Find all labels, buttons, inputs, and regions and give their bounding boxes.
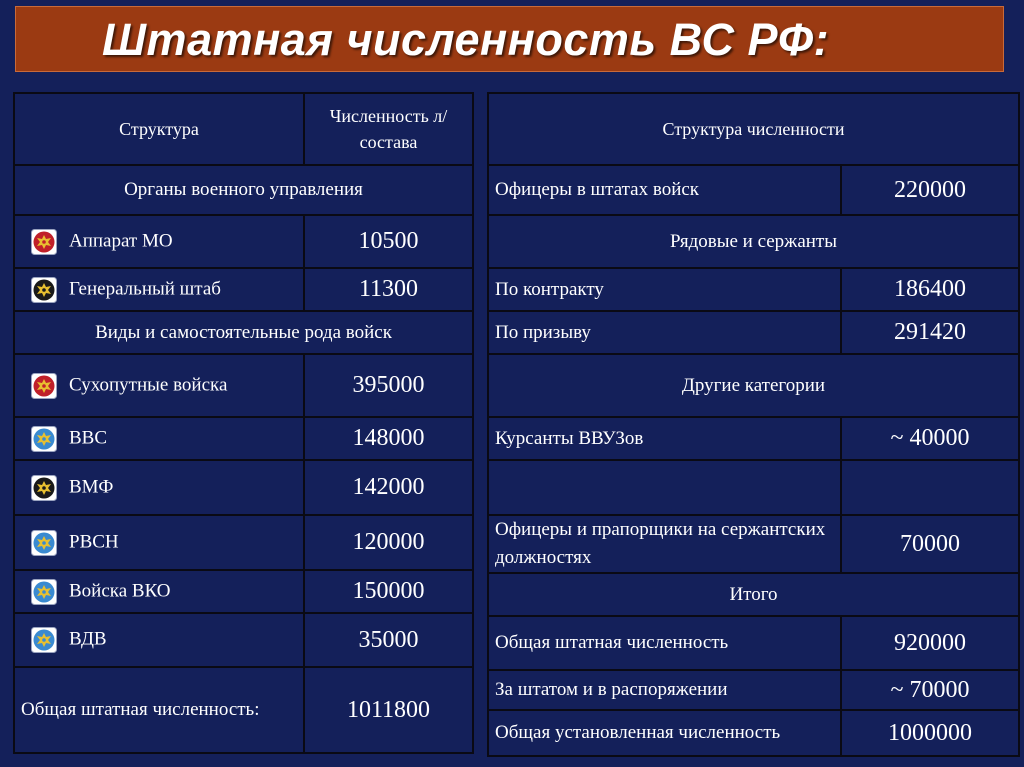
section-label: Рядовые и сержанты xyxy=(488,215,1019,268)
table-row xyxy=(488,670,1019,710)
section-label: Органы военного управления xyxy=(14,165,473,215)
row-value xyxy=(841,460,1019,515)
row-value: 920000 xyxy=(841,616,1019,670)
row-value: 142000 xyxy=(304,460,473,515)
table-row xyxy=(488,616,1019,670)
row-label: Войска ВКО xyxy=(69,579,171,601)
row-label: Общая штатная численность xyxy=(488,616,841,670)
row-label: ВМФ xyxy=(69,475,114,497)
row-value: 395000 xyxy=(304,354,473,417)
row-label: Офицеры и прапорщики на сержантских должностях xyxy=(488,515,841,573)
row-label: Аппарат МО xyxy=(69,229,173,251)
row-value: 291420 xyxy=(841,311,1019,354)
header-count: Численность л/состава xyxy=(304,93,473,165)
row-label: ВВС xyxy=(69,426,108,448)
row-value: 35000 xyxy=(304,613,473,667)
header-structure: Структура xyxy=(14,93,304,165)
table-header-row xyxy=(488,93,1019,165)
table-header-row xyxy=(14,93,473,165)
total-label: Общая штатная численность: xyxy=(14,667,304,753)
row-value: 120000 xyxy=(304,515,473,570)
table-row xyxy=(14,417,473,460)
section-row xyxy=(488,215,1019,268)
emblem-black-icon xyxy=(31,277,57,303)
row-label: Генеральный штаб xyxy=(69,277,221,299)
section-row xyxy=(14,165,473,215)
row-label: По контракту xyxy=(488,268,841,311)
row-value: 10500 xyxy=(304,215,473,268)
row-value: 1000000 xyxy=(841,710,1019,756)
section-label: Итого xyxy=(488,573,1019,616)
row-label: За штатом и в распоряжении xyxy=(488,670,841,710)
row-value: ~ 40000 xyxy=(841,417,1019,460)
table-row xyxy=(14,613,473,667)
row-label: РВСН xyxy=(69,530,119,552)
table-row xyxy=(14,354,473,417)
row-label: Офицеры в штатах войск xyxy=(488,165,841,215)
emblem-red-icon xyxy=(31,229,57,255)
row-label: Общая установленная численность xyxy=(488,710,841,756)
row-value: 148000 xyxy=(304,417,473,460)
row-label xyxy=(488,460,841,515)
total-row xyxy=(14,667,473,753)
total-value: 1011800 xyxy=(304,667,473,753)
personnel-structure-table xyxy=(487,92,1020,757)
table-row xyxy=(14,215,473,268)
row-value: 70000 xyxy=(841,515,1019,573)
table-row xyxy=(14,268,473,311)
row-label: Сухопутные войска xyxy=(69,373,228,395)
table-row xyxy=(488,710,1019,756)
emblem-blue-icon xyxy=(31,627,57,653)
row-value: 150000 xyxy=(304,570,473,613)
row-value: 220000 xyxy=(841,165,1019,215)
section-row xyxy=(14,311,473,354)
row-label: ВДВ xyxy=(69,628,107,650)
emblem-blue-icon xyxy=(31,426,57,452)
emblem-black-icon xyxy=(31,475,57,501)
row-value: 11300 xyxy=(304,268,473,311)
table-row xyxy=(14,460,473,515)
section-row xyxy=(488,354,1019,417)
table-row xyxy=(14,515,473,570)
table-row xyxy=(488,165,1019,215)
emblem-red-icon xyxy=(31,373,57,399)
table-row xyxy=(488,311,1019,354)
title-banner xyxy=(15,6,1004,72)
row-label: По призыву xyxy=(488,311,841,354)
emblem-blue-icon xyxy=(31,530,57,556)
table-row xyxy=(488,268,1019,311)
section-label: Виды и самостоятельные рода войск xyxy=(14,311,473,354)
table-row xyxy=(14,570,473,613)
page-title: Штатная численность ВС РФ: xyxy=(102,14,830,65)
personnel-by-branch-table xyxy=(13,92,474,754)
row-value: 186400 xyxy=(841,268,1019,311)
section-row xyxy=(488,573,1019,616)
table-row-empty xyxy=(488,460,1019,515)
row-value: ~ 70000 xyxy=(841,670,1019,710)
table-row xyxy=(488,515,1019,573)
emblem-blue-icon xyxy=(31,579,57,605)
section-label: Другие категории xyxy=(488,354,1019,417)
header-structure-count: Структура численности xyxy=(488,93,1019,165)
table-row xyxy=(488,417,1019,460)
row-label: Курсанты ВВУЗов xyxy=(488,417,841,460)
